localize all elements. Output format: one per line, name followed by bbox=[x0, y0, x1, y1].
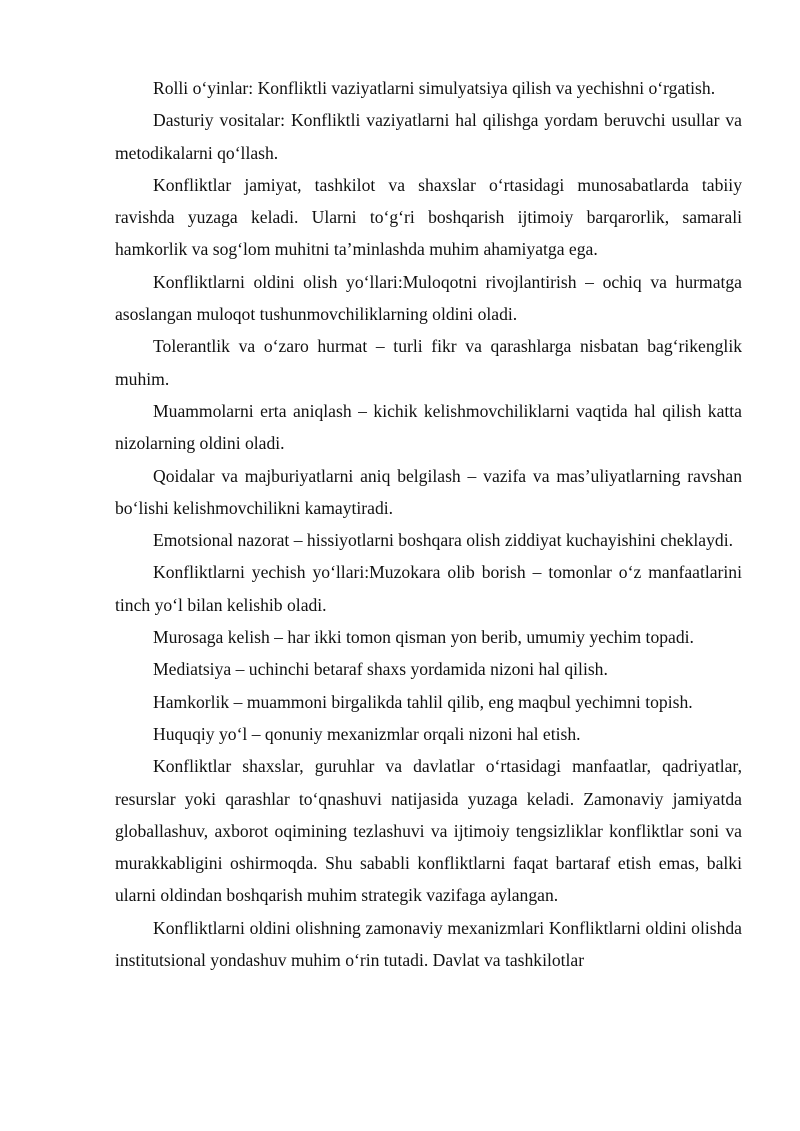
paragraph-early-detection: Muammolarni erta aniqlash – kichik kelishmovchiliklarni vaqtida hal qilish katta nizolarning oldini oladi. bbox=[115, 400, 742, 454]
paragraph-mediation: Mediatsiya – uchinchi betaraf shaxs yordamida nizoni hal qilish. bbox=[153, 659, 608, 680]
paragraph-role-games: Rolli o‘yinlar: Konfliktli vaziyatlarni simulyatsiya qilish va yechishni o‘rgatish. bbox=[153, 78, 716, 98]
paragraph-rules-obligations: Qoidalar va majburiyatlarni aniq belgilash – vazifa va mas’uliyatlarning ravshan bo‘lishi kelishmovchilikni kamaytiradi. bbox=[115, 465, 742, 518]
paragraph-resolution-negotiation: Konfliktlarni yechish yo‘llari:Muzokara olib borish – tomonlar o‘z manfaatlarini tinch yo‘l bilan kelishib oladi. bbox=[115, 562, 742, 615]
paragraph-modern-mechanisms: Konfliktlarni oldini olishning zamonaviy mexanizmlari Konfliktlarni oldini olishda institutsional yondashuv muhim o‘rin tutadi. Davlat va tashkilotlar bbox=[115, 917, 742, 971]
document-body bbox=[115, 72, 742, 976]
paragraph-software-tools: Dasturiy vositalar: Konfliktli vaziyatlarni hal qilishga yordam beruvchi usullar va metodikalarni qo‘llash. bbox=[115, 110, 742, 163]
paragraph-tolerance: Tolerantlik va o‘zaro hurmat – turli fikr va qarashlarga nisbatan bag‘rikenglik muhim. bbox=[115, 336, 742, 389]
paragraph-conflict-causes: Konfliktlar shaxslar, guruhlar va davlatlar o‘rtasidagi manfaatlar, qadriyatlar, resurslar yoki qarashlar to‘qnashuvi natijasida yuzaga keladi. Zamonaviy jamiyatda globallashuv, axborot oqimining tezlashuvi va ijtimoiy tengsizliklar konfliktlar soni va murakkabligini oshirmoqda. Shu sababli konfliktlarni faqat bartaraf etish emas, balki ularni oldindan boshqarish muhim strategik vazifaga aylangan. bbox=[115, 756, 742, 906]
paragraph-prevention-communication: Konfliktlarni oldini olish yo‘llari:Muloqotni rivojlantirish – ochiq va hurmatga asoslangan muloqot tushunmovchiliklarning oldini oladi. bbox=[115, 271, 742, 325]
paragraph-emotional-control: Emotsional nazorat – hissiyotlarni boshqara olish ziddiyat kuchayishini cheklaydi. bbox=[153, 530, 733, 551]
paragraph-legal-way: Huquqiy yo‘l – qonuniy mexanizmlar orqali nizoni hal etish. bbox=[153, 723, 581, 744]
paragraph-collaboration: Hamkorlik – muammoni birgalikda tahlil qilib, eng maqbul yechimni topish. bbox=[153, 691, 693, 712]
paragraph-conflicts-intro: Konfliktlar jamiyat, tashkilot va shaxslar o‘rtasidagi munosabatlarda tabiiy ravishda yuzaga keladi. Ularni to‘g‘ri boshqarish ijtimoiy barqarorlik, samarali hamkorlik va sog‘lom muhitni ta’minlashda muhim ahamiyatga ega. bbox=[115, 174, 742, 260]
paragraph-compromise: Murosaga kelish – har ikki tomon qisman yon berib, umumiy yechim topadi. bbox=[153, 627, 694, 648]
